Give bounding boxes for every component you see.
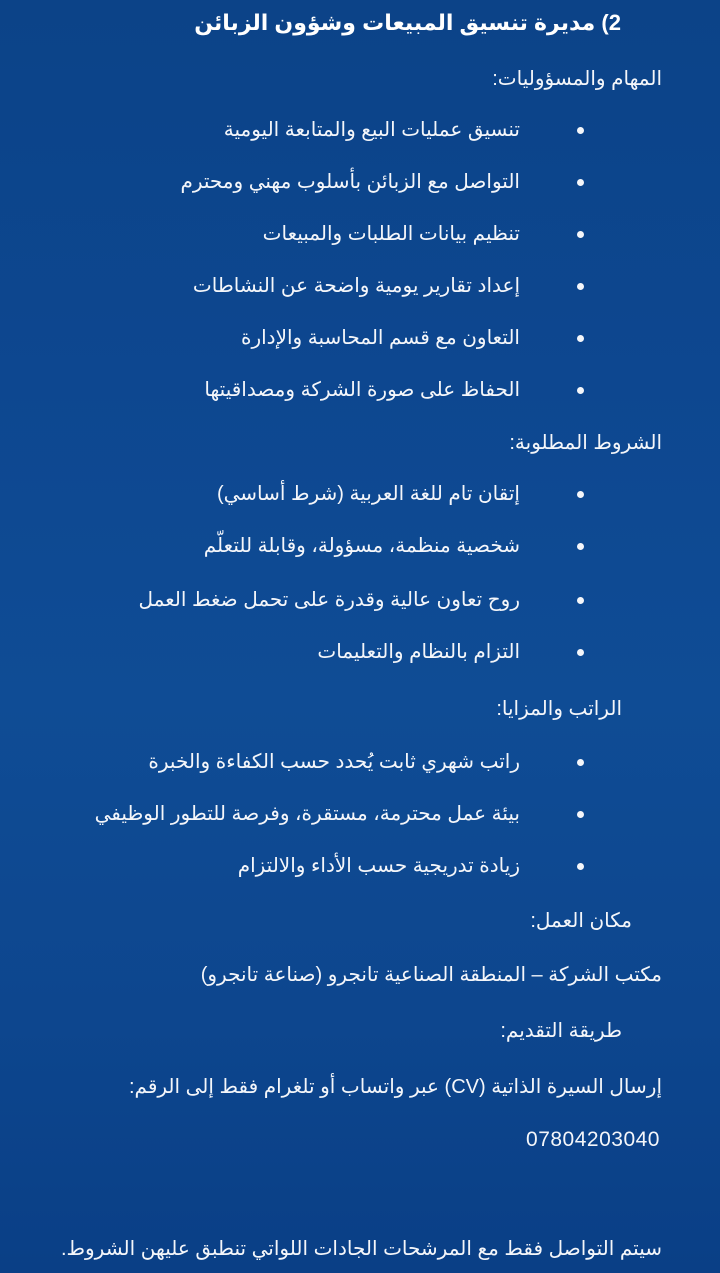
location-heading: مكان العمل:	[530, 910, 632, 932]
bullet-icon	[577, 283, 584, 290]
location-text: مكتب الشركة – المنطقة الصناعية تانجرو (صناعة تانجرو)	[200, 964, 662, 986]
duty-item: إعداد تقارير يومية واضحة عن النشاطات	[0, 270, 720, 304]
apply-heading: طريقة التقديم:	[500, 1020, 622, 1042]
benefits-heading: الراتب والمزايا:	[496, 698, 622, 720]
bullet-icon	[577, 231, 584, 238]
bullet-icon	[577, 649, 584, 656]
job-title: 2) مديرة تنسيق المبيعات وشؤون الزبائن	[194, 10, 621, 35]
requirement-item: روح تعاون عالية وقدرة على تحمل ضغط العمل	[0, 584, 720, 618]
footer-note: سيتم التواصل فقط مع المرشحات الجادات اللواتي تنطبق عليهن الشروط.	[60, 1238, 662, 1260]
requirement-item: إتقان تام للغة العربية (شرط أساسي)	[0, 478, 720, 512]
requirements-heading: الشروط المطلوبة:	[509, 432, 662, 454]
duty-item: الحفاظ على صورة الشركة ومصداقيتها	[0, 374, 720, 408]
benefit-item: زيادة تدريجية حسب الأداء والالتزام	[0, 850, 720, 884]
duty-item: تنسيق عمليات البيع والمتابعة اليومية	[0, 114, 720, 148]
apply-instructions: إرسال السيرة الذاتية (CV) عبر واتساب أو تلغرام فقط إلى الرقم:	[128, 1076, 662, 1098]
duty-item: التعاون مع قسم المحاسبة والإدارة	[0, 322, 720, 356]
bullet-icon	[577, 597, 584, 604]
duty-item: التواصل مع الزبائن بأسلوب مهني ومحترم	[0, 166, 720, 200]
duties-heading: المهام والمسؤوليات:	[492, 68, 662, 90]
bullet-icon	[577, 179, 584, 186]
bullet-icon	[577, 811, 584, 818]
bullet-icon	[577, 491, 584, 498]
phone-number[interactable]: 07804203040	[526, 1128, 660, 1151]
requirement-item: التزام بالنظام والتعليمات	[0, 636, 720, 670]
duty-item: تنظيم بيانات الطلبات والمبيعات	[0, 218, 720, 252]
benefit-item: بيئة عمل محترمة، مستقرة، وفرصة للتطور الوظيفي	[0, 798, 720, 832]
bullet-icon	[577, 127, 584, 134]
bullet-icon	[577, 543, 584, 550]
benefit-item: راتب شهري ثابت يُحدد حسب الكفاءة والخبرة	[0, 746, 720, 780]
bullet-icon	[577, 863, 584, 870]
bullet-icon	[577, 335, 584, 342]
bullet-icon	[577, 387, 584, 394]
requirement-item: شخصية منظمة، مسؤولة، وقابلة للتعلّم	[0, 530, 720, 564]
bullet-icon	[577, 759, 584, 766]
